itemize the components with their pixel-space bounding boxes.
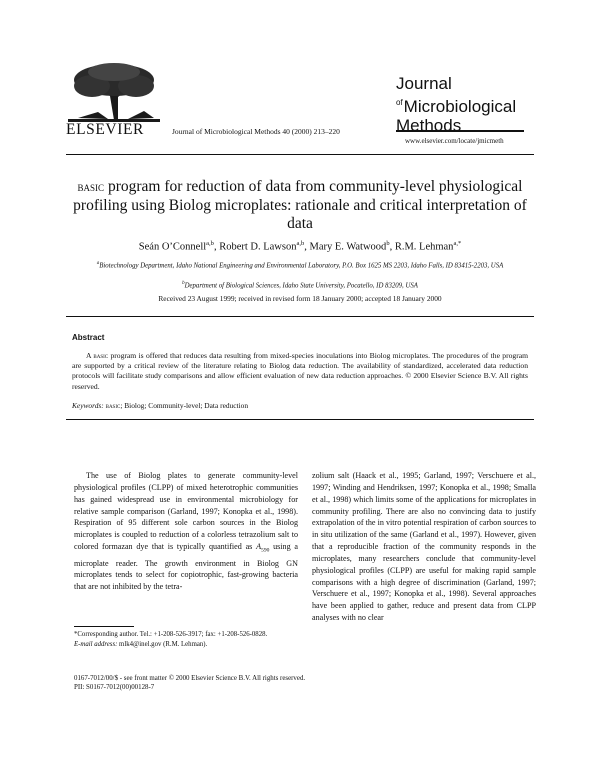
elsevier-tree-logo: [68, 62, 160, 122]
keyword-basic: basic: [105, 401, 121, 410]
keywords-label: Keywords:: [72, 401, 104, 410]
corresponding-author-note: *Corresponding author. Tel.: +1-208-526-3917; fax: +1-208-526-0828.: [74, 631, 268, 638]
author-name: R.M. Lehman: [394, 241, 454, 253]
received-dates: Received 23 August 1999; received in revised form 18 January 2000; accepted 18 January 2000: [158, 294, 442, 303]
keywords-list: ; Biolog; Community-level; Data reduction: [120, 401, 249, 410]
author-affiliation-mark: a,b: [296, 240, 305, 247]
journal-url[interactable]: www.elsevier.com/locate/jmicmeth: [405, 137, 504, 145]
article-title-rest: program for reduction of data from community-level physiological profiling using Biolog microplates: rationale and critical interpretation of data: [73, 178, 527, 232]
footnotes: [74, 630, 298, 650]
email-note: [74, 640, 298, 650]
header-divider: [66, 154, 534, 155]
abstract-lead: A: [86, 351, 94, 360]
journal-title: [396, 74, 516, 135]
body-column-left: [74, 470, 298, 593]
body-column-right: zolium salt (Haack et al., 1995; Garland, 1997; Verschuere et al., 1997; Winding and Hendriksen, 1997; Konopka et al., 1998; Smalla et al., 1998) which limits some of the applications for microplates in community profiling. There are also no convincing data to justify extrapolation of the in vitro potential respiration of carbon sources to in situ utilization of the same (Garland et al., 1997). However, given that a reproducible fraction of the community responds in the microplates, many researchers conclude that community-level physiological profiles (CLPP) are useful for making rapid sample comparisons with a high degree of discrimination (Garland, 1997; Verschuere et al., 1997; Konopka et al., 1998). Several approaches have been applied to gather, reduce and present data from CLPP analyses with no clear: [312, 471, 536, 623]
pii-line: PII: S0167-7012(00)00128-7: [74, 684, 155, 692]
abstract-basic: basic: [93, 351, 109, 360]
body-left-text-a: The use of Biolog plates to generate community-level physiological profiles (CLPP) of mixed heterotrophic communities has gained widespread use in environmental microbiology for relative sample comparison (Garland, 1997; Konopka et al., 1998). Respiration of 95 different sole carbon sources in the Biolog microplates is coupled to reduction of a colorless tetrazolium salt to colored formazan dye that is typically quantified as: [74, 471, 298, 552]
author-separator: ,: [304, 241, 310, 253]
author-affiliation-mark: a,b: [206, 240, 214, 247]
author-list: [66, 240, 534, 253]
author-name: Mary E. Watwood: [309, 241, 387, 253]
author-affiliation-mark: a,*: [453, 240, 462, 247]
author-separator: ,: [213, 241, 220, 253]
absorbance-wavelength: 590: [261, 547, 270, 554]
journal-citation: Journal of Microbiological Methods 40 (2000) 213–220: [172, 127, 340, 136]
journal-title-line3: Methods: [396, 116, 462, 135]
copyright-footer: [74, 674, 305, 693]
article-title: [66, 178, 534, 234]
abstract-text: [72, 351, 528, 392]
body-left-text-b: using a microplate reader. The growth environment in Biolog GN microplates tends to select for copiotrophic, fast-growing bacteria that are not inhibited by the tetra-: [74, 542, 298, 592]
absorbance-symbol: A: [256, 542, 262, 552]
abstract-heading: Abstract: [72, 333, 105, 342]
journal-title-of: of: [396, 98, 403, 107]
email-address[interactable]: mlk4@inel.gov (R.M. Lehman).: [117, 640, 208, 648]
affiliation-text: Department of Biological Sciences, Idaho State University, Pocatello, ID 83209, USA: [184, 282, 418, 290]
author-name: Seán O’Connell: [138, 241, 207, 253]
abstract-bottom-divider: [66, 419, 534, 420]
affiliation-mark: b: [182, 281, 185, 286]
journal-title-line1: Journal: [396, 74, 452, 93]
author-affiliation-mark: b: [386, 240, 390, 247]
publisher-name: ELSEVIER: [66, 121, 144, 138]
affiliation-text: Biotechnology Department, Idaho National Engineering and Environmental Laboratory, P.O. Box 1625 MS 2203, Idaho Falls, ID 83415-2203, USA: [99, 262, 504, 270]
abstract-body: program is offered that reduces data resulting from mixed-species inoculations into Biolog microplates. The procedures of the program are supported by a critical review of the literature relating to Biolog data reduction. The availability of standardized, accelerated data reduction protocols will facilitate study comparisons and allow efficient evaluation of new data reduction approaches. © 2000 Elsevier Science B.V. All rights reserved.: [72, 351, 528, 391]
affiliation-mark: a: [96, 261, 100, 266]
affiliation-b: [86, 279, 514, 291]
author-name: Robert D. Lawson: [219, 241, 297, 253]
journal-title-line2: Microbiological: [403, 97, 517, 116]
email-label: E-mail address:: [74, 640, 118, 648]
abstract-top-divider: [66, 316, 534, 317]
footnote-rule: [74, 626, 134, 627]
affiliation-a: [86, 259, 514, 271]
keywords: [72, 401, 248, 410]
article-title-basic: basic: [77, 179, 105, 194]
author-separator: ,: [389, 241, 395, 253]
issn-line: 0167-7012/00/$ - see front matter © 2000 Elsevier Science B.V. All rights reserved.: [74, 675, 306, 682]
journal-title-rule: [396, 130, 524, 132]
